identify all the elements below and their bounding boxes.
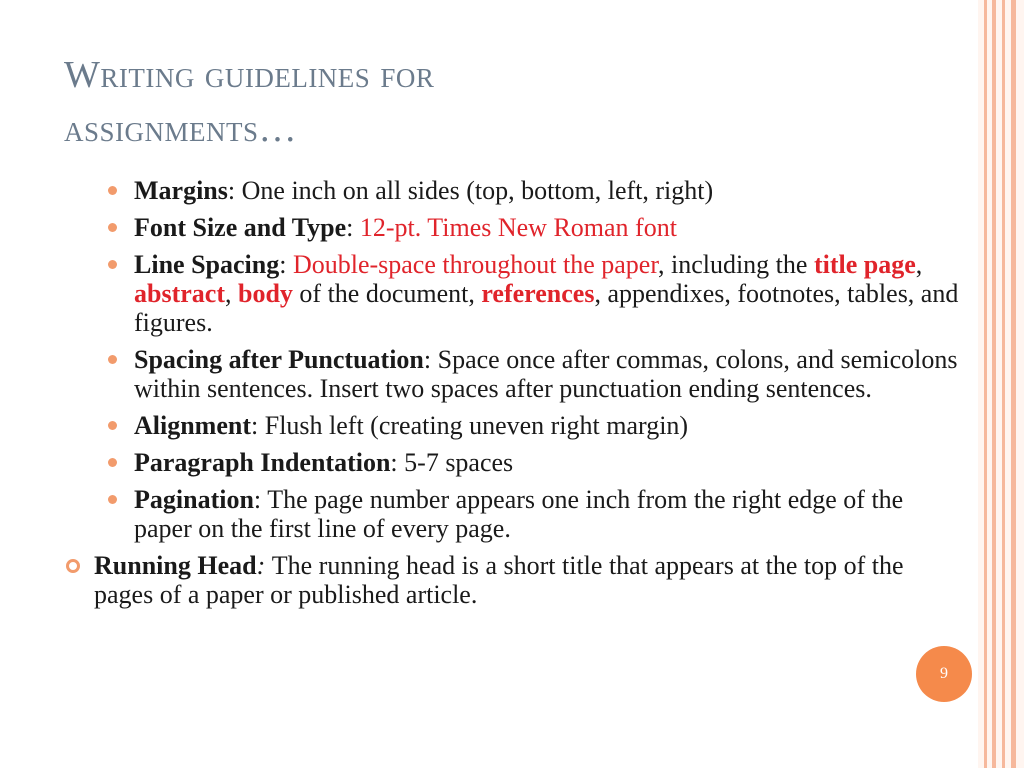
bullet-highlight-text: 12-pt. Times New Roman font <box>359 213 677 242</box>
bullet-sep: : <box>279 250 293 279</box>
bullet-term: Margins <box>134 176 228 205</box>
bullet-alignment <box>64 411 964 440</box>
bullet-dot-icon <box>108 458 117 467</box>
decorative-side-stripes <box>978 0 1024 768</box>
guideline-list <box>64 176 964 543</box>
bullet-line-spacing <box>64 250 964 337</box>
bullet-term: Running Head <box>94 551 257 580</box>
bullet-text: , including the <box>657 250 814 279</box>
bullet-dot-icon <box>108 495 117 504</box>
bullet-text: , <box>224 279 238 308</box>
ring-bullet-icon <box>66 559 80 573</box>
bullet-sep: : <box>256 551 272 580</box>
stripe <box>992 0 996 768</box>
bullet-sep: : <box>390 448 405 477</box>
bullet-text: , <box>915 250 923 279</box>
bullet-dot-icon <box>108 355 117 364</box>
bullet-text: 5-7 spaces <box>404 448 514 477</box>
bullet-dot-icon <box>108 260 117 269</box>
highlight-title-page: title page <box>813 250 916 279</box>
bullet-punctuation-spacing <box>64 345 964 403</box>
bullet-sep: : <box>251 411 265 440</box>
bullet-term: Spacing after Punctuation <box>134 345 424 374</box>
page-number-badge <box>916 646 972 702</box>
slide-title <box>64 48 764 156</box>
stripe <box>1011 0 1016 768</box>
bullet-sep: : <box>423 345 438 374</box>
highlight-abstract: abstract <box>134 279 225 308</box>
bullet-pagination <box>64 485 964 543</box>
bullet-text: The page number appears one inch from the right edge of the paper on the first line of every page. <box>134 485 904 543</box>
bullet-text: , appendixes, footnotes, tables, and figures. <box>134 279 959 337</box>
bullet-paragraph-indentation <box>64 448 964 477</box>
bullet-sep: : <box>253 485 268 514</box>
bullet-text: of the document, <box>292 279 482 308</box>
slide-content <box>64 176 964 609</box>
bullet-highlight-text: Double-space throughout the paper <box>292 250 658 279</box>
highlight-body: body <box>237 279 293 308</box>
bullet-font-size <box>64 213 964 242</box>
slide-title-line1: Writing guidelines for <box>64 54 435 96</box>
bullet-dot-icon <box>108 186 117 195</box>
bullet-text: Flush left (creating uneven right margin) <box>264 411 689 440</box>
bullet-text: One inch on all sides (top, bottom, left, right) <box>241 176 714 205</box>
bullet-text: Space once after commas, colons, and semicolons within sentences. Insert two spaces after punctuation ending sentences. <box>134 345 958 403</box>
bullet-sep: : <box>346 213 360 242</box>
bullet-sep: : <box>227 176 242 205</box>
bullet-margins <box>64 176 964 205</box>
bullet-dot-icon <box>108 421 117 430</box>
bullet-running-head <box>64 551 964 609</box>
bullet-dot-icon <box>108 223 117 232</box>
bullet-term: Pagination <box>134 485 254 514</box>
bullet-term: Line Spacing <box>134 250 280 279</box>
stripe <box>1002 0 1005 768</box>
highlight-references: references <box>481 279 595 308</box>
page-number: 9 <box>940 665 948 682</box>
bullet-term: Font Size and Type <box>134 213 347 242</box>
bullet-text: The running head is a short title that appears at the top of the pages of a paper or published article. <box>94 551 904 609</box>
top-level-list <box>64 551 964 609</box>
bullet-term: Paragraph Indentation <box>134 448 391 477</box>
slide-title-line2: assignments… <box>64 108 298 150</box>
bullet-term: Alignment <box>134 411 251 440</box>
stripe <box>984 0 987 768</box>
